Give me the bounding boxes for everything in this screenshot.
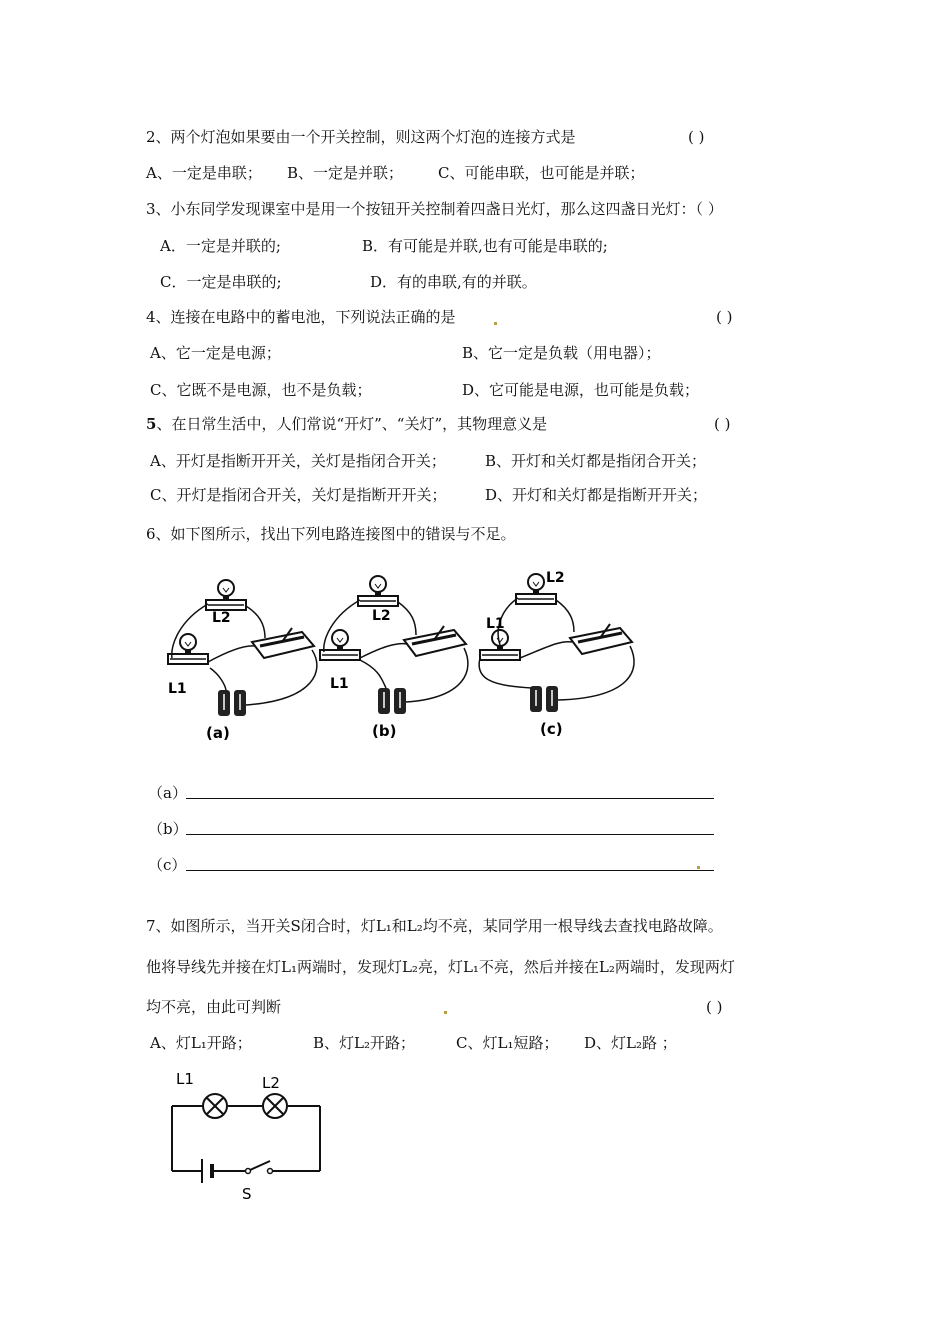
battery-icon bbox=[202, 1159, 212, 1183]
q3-option-a: A．一定是并联的; bbox=[160, 237, 281, 255]
q7-line-1: 7、如图所示，当开关S闭合时，灯L₁和L₂均不亮，某同学用一根导线去查找电路故障。 bbox=[146, 917, 723, 935]
q3-stem: 3、小东同学发现课室中是用一个按钮开关控制着四盏日光灯，那么这四盏日光灯：（ ） bbox=[146, 200, 723, 218]
scan-dot bbox=[444, 1011, 447, 1014]
q7-option-d: D、灯L₂路 ； bbox=[584, 1034, 677, 1052]
q5-number: 5 bbox=[146, 415, 157, 433]
answer-line-c[interactable] bbox=[186, 870, 714, 871]
q7-line-3: 均不亮，由此可判断 bbox=[146, 998, 282, 1016]
switch-icon bbox=[246, 1161, 273, 1174]
figure-b-lamp-top: L2 bbox=[372, 608, 391, 624]
q7-answer-paren: ( ) bbox=[706, 998, 723, 1016]
lamp-l2-icon bbox=[263, 1094, 287, 1118]
q4-stem: 4、连接在电路中的蓄电池，下列说法正确的是 bbox=[146, 308, 456, 326]
q4-option-c: C、它既不是电源，也不是负载； bbox=[150, 381, 372, 399]
q4-option-a: A、它一定是电源； bbox=[150, 344, 281, 362]
q6-stem: 6、如下图所示，找出下列电路连接图中的错误与不足。 bbox=[146, 525, 516, 543]
q7-option-a: A、灯L₁开路； bbox=[150, 1034, 252, 1052]
q5-option-d: D、开灯和关灯都是指断开开关； bbox=[485, 486, 708, 504]
figure-b bbox=[320, 576, 468, 740]
figure-a-caption: (a) bbox=[206, 724, 230, 742]
q4-option-b: B、它一定是负载（用电器）； bbox=[462, 344, 661, 362]
q7-circuit-diagram bbox=[160, 1066, 340, 1206]
figure-a-lamp-bottom: L1 bbox=[168, 681, 187, 697]
q5-answer-paren: ( ) bbox=[714, 415, 731, 433]
scan-dot bbox=[697, 866, 700, 869]
q7-option-b: B、灯L₂开路； bbox=[313, 1034, 415, 1052]
q5-option-c: C、开灯是指闭合开关，关灯是指断开开关； bbox=[150, 486, 447, 504]
figure-b-caption: (b) bbox=[372, 722, 397, 740]
scan-dot bbox=[494, 322, 497, 325]
label-l1: L1 bbox=[176, 1070, 194, 1088]
q7-line-2: 他将导线先并接在灯L₁两端时，发现灯L₂亮，灯L₁不亮，然后并接在L₂两端时，发现两灯 bbox=[146, 958, 735, 976]
label-l2: L2 bbox=[262, 1074, 280, 1092]
answer-line-b[interactable] bbox=[186, 834, 714, 835]
figure-c bbox=[479, 570, 634, 738]
q3-option-c: C．一定是串联的; bbox=[160, 273, 282, 291]
q2-option-a: A、一定是串联； bbox=[146, 164, 262, 182]
q4-answer-paren: ( ) bbox=[716, 308, 733, 326]
q5-stem bbox=[146, 414, 547, 434]
lamp-l1-icon bbox=[203, 1094, 227, 1118]
q2-answer-paren: ( ) bbox=[688, 128, 705, 146]
answer-label-a: （a） bbox=[148, 784, 187, 802]
answer-label-c: （c） bbox=[148, 856, 187, 874]
q4-option-d: D、它可能是电源，也可能是负载； bbox=[462, 381, 700, 399]
q2-option-b: B、一定是并联； bbox=[287, 164, 404, 182]
figure-a-lamp-top: L2 bbox=[212, 610, 231, 626]
figure-c-caption: (c) bbox=[540, 720, 563, 738]
figure-c-lamp-top: L2 bbox=[546, 570, 565, 586]
label-s: S bbox=[242, 1185, 252, 1203]
answer-label-b: （b） bbox=[148, 820, 188, 838]
answer-line-a[interactable] bbox=[186, 798, 714, 799]
figure-a bbox=[168, 580, 317, 742]
q5-option-b: B、开灯和关灯都是指闭合开关； bbox=[485, 452, 707, 470]
q2-stem: 2、两个灯泡如果要由一个开关控制，则这两个灯泡的连接方式是 bbox=[146, 128, 576, 146]
q3-option-b: B．有可能是并联,也有可能是串联的; bbox=[362, 237, 608, 255]
q7-option-c: C、灯L₁短路； bbox=[456, 1034, 559, 1052]
figure-c-lamp-bottom: L1 bbox=[486, 616, 505, 632]
q5-option-a: A、开灯是指断开开关，关灯是指闭合开关； bbox=[150, 452, 446, 470]
q3-option-d: D．有的串联,有的并联。 bbox=[370, 273, 537, 291]
q6-circuit-figures bbox=[150, 560, 650, 750]
q5-stem-text: 、在日常生活中，人们常说“开灯”、“关灯”，其物理意义是 bbox=[156, 415, 548, 433]
q2-option-c: C、可能串联，也可能是并联； bbox=[438, 164, 645, 182]
figure-b-lamp-bottom: L1 bbox=[330, 676, 349, 692]
